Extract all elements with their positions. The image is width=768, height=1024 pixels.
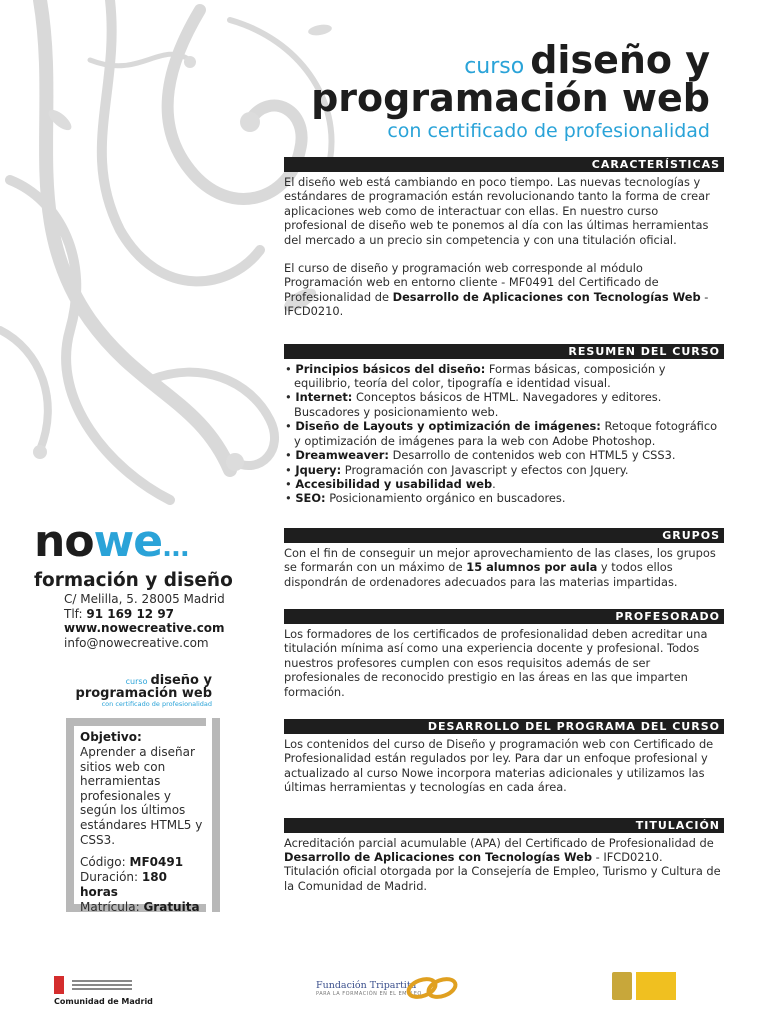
mini-subtitle: con certificado de profesionalidad	[101, 700, 212, 708]
main-content	[284, 157, 724, 893]
objective-text: Aprender a diseñar sitios web con herramientas profesionales y según los últimos estándares HTML5 y CSS3.	[80, 745, 203, 847]
duration-row: Duración: 180 horas	[80, 869, 167, 899]
section-resumen	[284, 344, 724, 506]
madrid-small-text	[72, 980, 132, 990]
email-link[interactable]: info@nowecreative.com	[64, 635, 209, 650]
contact-block	[64, 592, 274, 650]
section-heading: CARACTERÍSTICAS	[284, 157, 724, 172]
section-titulacion	[284, 818, 724, 894]
profesorado-paragraph: Los formadores de los certificados de profesionalidad deben acreditar una titulación mínima así como una experiencia docente y profesional. Todos nuestros profesores cumplen con esos requisitos además de ser profesionales de reconocido prestigio en las áreas en las que imparten formación.	[284, 626, 708, 699]
website-link[interactable]: www.nowecreative.com	[64, 621, 225, 635]
list-item: • Principios básicos del diseño: Formas básicas, composición y equilibrio, teoría del color, tipografía e identidad visual.	[285, 361, 666, 391]
madrid-flag-icon	[54, 976, 64, 994]
section-caracteristicas	[284, 157, 724, 319]
text-span: - IFCD0210.	[595, 850, 663, 864]
section-heading: RESUMEN DEL CURSO	[284, 344, 724, 359]
mini-course-logo	[68, 674, 212, 708]
price-row: Matrícula: Gratuita	[80, 899, 200, 914]
section-desarrollo	[284, 719, 724, 795]
section-profesorado	[284, 609, 724, 699]
header-curso: curso	[464, 54, 525, 79]
desarrollo-paragraph: Los contenidos del curso de Diseño y programación web con Certificado de Profesionalidad están regulados por ley. Para dar un enfoque profesional y actualizado al curso Nowe incorpora materias adicionales y utilizamos las últimas herramientas y tecnologías en cada área.	[284, 736, 714, 795]
comunidad-madrid-logo	[54, 974, 153, 1006]
text-span: - IFCD0210.	[284, 289, 709, 319]
list-item: • Accesibilidad y usabilidad web.	[285, 476, 496, 491]
ministerio-bar	[636, 972, 676, 1000]
summary-list	[284, 362, 724, 506]
header-title-line-2: programación web	[311, 76, 710, 120]
bold-span: Desarrollo de Aplicaciones con Tecnologías Web	[284, 850, 593, 864]
section-grupos	[284, 528, 724, 589]
section-heading: TITULACIÓN	[284, 818, 724, 833]
course-meta	[80, 855, 206, 914]
fundacion-subtitle: PARA LA FORMACIÓN EN EL EMPLEO	[316, 991, 422, 997]
header-line-1	[270, 40, 710, 80]
spain-shield-icon	[612, 972, 632, 1000]
header-title-line-1: diseño y	[530, 38, 710, 82]
bold-span: 15 alumnos por aula	[466, 560, 598, 575]
grupos-paragraph	[284, 546, 724, 589]
list-item: • Dreamweaver: Desarrollo de contenidos web con HTML5 y CSS3.	[285, 448, 676, 463]
logo-wordmark: nowe...	[34, 516, 189, 567]
fundacion-tripartita-logo	[316, 980, 422, 997]
mini-title-line-2: programación web	[75, 686, 212, 701]
fundacion-name: Fundación Tripartita	[316, 980, 417, 991]
text-span: Acreditación parcial acumulable (APA) del Certificado de Profesionalidad de	[284, 835, 714, 850]
section-heading: DESARROLLO DEL PROGRAMA DEL CURSO	[284, 719, 724, 734]
ministerio-logo	[612, 972, 716, 1002]
bold-span: Desarrollo de Aplicaciones con Tecnologías Web	[392, 289, 701, 304]
logo-tagline: formación y diseño	[34, 570, 233, 591]
caracteristicas-paragraph-2	[284, 261, 724, 319]
text-span: y todos ellos dispondrán de ordenadores adecuados para las materias impartidas.	[284, 560, 678, 589]
list-item: • Jquery: Programación con Javascript y efectos con Jquery.	[285, 462, 629, 477]
nowe-logo	[34, 516, 274, 591]
madrid-name: Comunidad de Madrid	[54, 996, 153, 1006]
titulacion-paragraph-1	[284, 836, 724, 865]
page-header	[270, 40, 710, 142]
caracteristicas-paragraph-1: El diseño web está cambiando en poco tiempo. Las nuevas tecnologías y estándares de programación están revolucionando tanto la forma de crear aplicaciones web como de interactuar con ellas. En nuestro curso profesional de diseño web te ponemos al día con las últimas herramientas del mercado a un precio sin competencia y con una titulación oficial.	[284, 175, 710, 247]
section-heading: PROFESORADO	[284, 609, 724, 624]
section-heading: GRUPOS	[284, 528, 724, 543]
address: C/ Melilla, 5. 28005 Madrid	[64, 592, 225, 606]
text-span: El curso de diseño y programación web corresponde al módulo Programación web en entorno cliente - MF0491 del Certificado de Profesionalidad de	[284, 261, 659, 304]
mini-title-line-1: diseño y	[150, 673, 212, 688]
list-item: • Diseño de Layouts y optimización de imágenes: Retoque fotográfico y optimización de imágenes para la web con Adobe Photoshop.	[285, 419, 718, 448]
titulacion-paragraph-2: Titulación oficial otorgada por la Consejería de Empleo, Turismo y Cultura de la Comunidad de Madrid.	[284, 864, 721, 893]
list-item: • Internet: Conceptos básicos de HTML. Navegadores y editores. Buscadores y posicionamiento web.	[285, 390, 662, 419]
phone-number: 91 169 12 97	[86, 606, 175, 621]
text-span: Con el fin de conseguir un mejor aprovechamiento de las clases, los grupos se formarán con un máximo de	[284, 545, 716, 575]
objective-label: Objetivo:	[80, 730, 142, 744]
objective-box	[66, 718, 206, 912]
list-item: • SEO: Posicionamiento orgánico en buscadores.	[285, 491, 566, 506]
fundacion-emblem-icon	[404, 976, 460, 1000]
code-row: Código: MF0491	[80, 855, 184, 870]
phone-line: Tlf: 91 169 12 97	[64, 606, 175, 621]
mini-curso: curso	[125, 677, 148, 686]
footer	[0, 968, 768, 1008]
header-subtitle: con certificado de profesionalidad	[387, 120, 710, 142]
